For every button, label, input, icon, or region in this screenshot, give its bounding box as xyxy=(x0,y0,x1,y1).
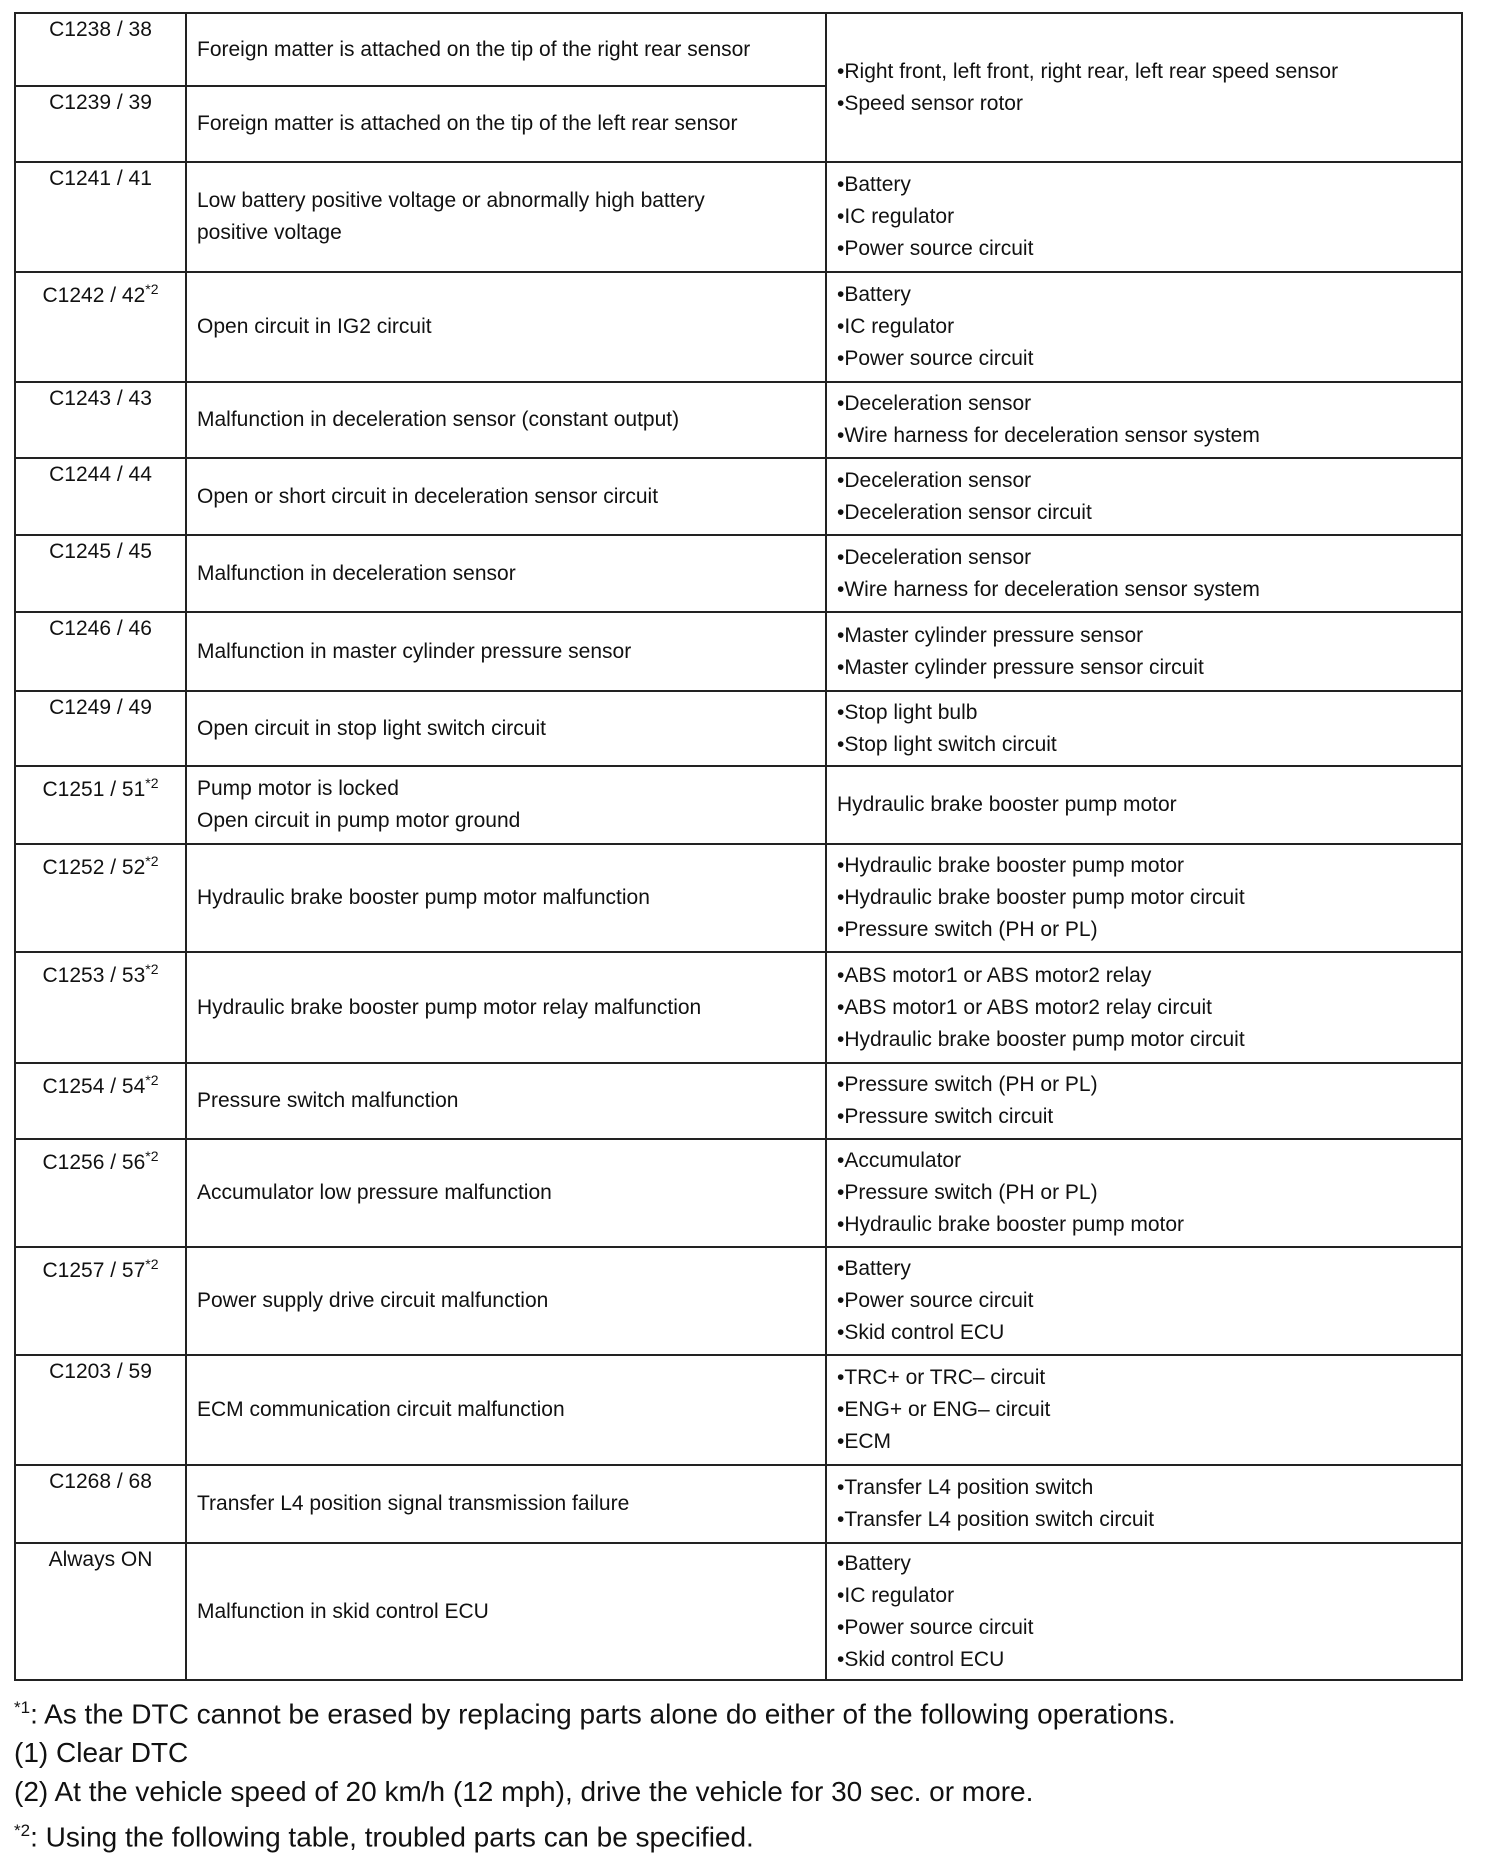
bullet-icon: • xyxy=(837,1508,845,1531)
trouble-area-item xyxy=(837,169,1451,201)
description-cell xyxy=(186,1247,826,1355)
trouble-area-cell xyxy=(826,272,1462,382)
bullet-icon: • xyxy=(837,468,845,492)
trouble-area-item xyxy=(837,311,1451,343)
dtc-code: C1268 / 68 xyxy=(49,1470,152,1493)
footnote-ref: *2 xyxy=(145,281,159,297)
trouble-area-text: IC regulator xyxy=(844,1583,955,1607)
description-cell xyxy=(186,382,826,458)
trouble-area-text: IC regulator xyxy=(844,205,955,228)
trouble-area-text: Battery xyxy=(844,1551,911,1575)
trouble-area-text: Hydraulic brake booster pump motor xyxy=(844,1213,1185,1236)
dtc-code: C1242 / 42 xyxy=(42,284,146,307)
bullet-icon: • xyxy=(837,1257,845,1280)
trouble-area-text: Power source circuit xyxy=(844,347,1034,370)
trouble-area-item xyxy=(837,1426,1451,1458)
trouble-area-item xyxy=(837,1548,1451,1580)
table-row xyxy=(15,535,1462,612)
description-line: Malfunction in master cylinder pressure sensor xyxy=(197,639,632,663)
dtc-code: C1249 / 49 xyxy=(49,696,152,719)
description-line: Hydraulic brake booster pump motor relay malfunction xyxy=(197,995,702,1019)
dtc-code: C1241 / 41 xyxy=(49,167,152,190)
trouble-area-text: Hydraulic brake booster pump motor xyxy=(837,793,1177,816)
trouble-area-text: Transfer L4 position switch xyxy=(844,1476,1094,1499)
dtc-code-cell xyxy=(15,691,186,766)
description-cell xyxy=(186,1355,826,1465)
bullet-icon: • xyxy=(837,237,845,260)
trouble-area-item xyxy=(837,1394,1451,1426)
description-cell xyxy=(186,1139,826,1247)
trouble-area-cell xyxy=(826,1543,1462,1680)
dtc-table xyxy=(14,12,1463,1681)
dtc-code: C1238 / 38 xyxy=(49,18,152,41)
dtc-code-cell xyxy=(15,1543,186,1680)
trouble-area-text: Deceleration sensor circuit xyxy=(844,500,1092,524)
footnote-ref: *2 xyxy=(145,1148,159,1164)
trouble-area-item xyxy=(837,465,1451,497)
trouble-area-text: Pressure switch (PH or PL) xyxy=(844,1073,1098,1096)
trouble-area-text: Deceleration sensor xyxy=(844,468,1032,492)
trouble-area-text: Pressure switch circuit xyxy=(844,1105,1054,1128)
bullet-icon: • xyxy=(837,1430,845,1453)
dtc-code: C1251 / 51 xyxy=(42,778,146,801)
description-cell xyxy=(186,691,826,766)
dtc-code-cell xyxy=(15,162,186,272)
description-cell xyxy=(186,458,826,535)
description-cell xyxy=(186,952,826,1063)
dtc-code: C1244 / 44 xyxy=(49,463,152,486)
dtc-code: C1257 / 57 xyxy=(42,1259,146,1282)
trouble-area-item xyxy=(837,850,1451,882)
bullet-icon: • xyxy=(837,347,845,370)
trouble-area-item xyxy=(837,1285,1451,1317)
footnote-ref: *2 xyxy=(145,775,159,791)
dtc-code-cell xyxy=(15,13,186,86)
dtc-code: C1243 / 43 xyxy=(49,387,152,410)
trouble-area-item xyxy=(837,1504,1451,1536)
description-cell xyxy=(186,162,826,272)
dtc-code-cell xyxy=(15,382,186,458)
bullet-icon: • xyxy=(837,1073,845,1096)
bullet-icon: • xyxy=(837,392,845,415)
bullet-icon: • xyxy=(837,1551,845,1575)
trouble-area-item xyxy=(837,201,1451,233)
trouble-area-text: Battery xyxy=(844,173,911,196)
trouble-area-item xyxy=(837,960,1451,992)
bullet-icon: • xyxy=(837,963,845,987)
table-row xyxy=(15,691,1462,766)
trouble-area-item xyxy=(837,1177,1451,1209)
trouble-area-item xyxy=(837,1024,1451,1056)
trouble-area-item xyxy=(837,697,1451,729)
footnote-step-2: (2) At the vehicle speed of 20 km/h (12 mph), drive the vehicle for 30 sec. or more. xyxy=(14,1776,1034,1808)
trouble-area-text: Power source circuit xyxy=(844,237,1034,260)
bullet-icon: • xyxy=(837,545,845,569)
table-row xyxy=(15,1543,1462,1680)
trouble-area-item xyxy=(837,88,1451,120)
footnote-ref: *2 xyxy=(145,1256,159,1272)
description-line: Open circuit in pump motor ground xyxy=(197,809,521,832)
dtc-code-cell xyxy=(15,612,186,691)
table-row xyxy=(15,458,1462,535)
trouble-area-text: Right front, left front, right rear, left rear speed sensor xyxy=(844,59,1339,83)
description-cell xyxy=(186,1465,826,1543)
footnote-2 xyxy=(14,1811,1176,1856)
dtc-code: C1254 / 54 xyxy=(42,1075,146,1098)
description-cell xyxy=(186,1543,826,1680)
trouble-area-text: Stop light bulb xyxy=(844,700,978,724)
bullet-icon: • xyxy=(837,886,845,909)
bullet-icon: • xyxy=(837,732,845,756)
footnote-mark: *1 xyxy=(14,1698,31,1717)
trouble-area-cell xyxy=(826,535,1462,612)
description-line: Low battery positive voltage or abnormally high battery xyxy=(197,189,705,212)
table-row xyxy=(15,844,1462,952)
trouble-area-text: Master cylinder pressure sensor xyxy=(844,623,1144,647)
description-line: Power supply drive circuit malfunction xyxy=(197,1289,549,1312)
trouble-area-item xyxy=(837,1612,1451,1644)
table-row xyxy=(15,382,1462,458)
trouble-area-text: Pressure switch (PH or PL) xyxy=(844,1181,1098,1204)
trouble-area-cell xyxy=(826,1063,1462,1139)
trouble-area-item xyxy=(837,1362,1451,1394)
description-cell xyxy=(186,612,826,691)
description-cell xyxy=(186,86,826,162)
table-row xyxy=(15,13,1462,86)
description-line: Pump motor is locked xyxy=(197,777,399,800)
dtc-code-cell xyxy=(15,86,186,162)
trouble-area-cell xyxy=(826,1139,1462,1247)
dtc-code-cell xyxy=(15,1247,186,1355)
trouble-area-text: Battery xyxy=(844,1257,911,1280)
description-cell xyxy=(186,1063,826,1139)
trouble-area-text: Skid control ECU xyxy=(844,1647,1005,1671)
trouble-area-item xyxy=(837,1472,1451,1504)
dtc-code: Always ON xyxy=(48,1548,153,1571)
description-cell xyxy=(186,844,826,952)
trouble-area-text: Speed sensor rotor xyxy=(844,91,1023,115)
bullet-icon: • xyxy=(837,918,845,941)
bullet-icon: • xyxy=(837,315,845,338)
dtc-code: C1239 / 39 xyxy=(49,91,152,114)
bullet-icon: • xyxy=(837,205,845,228)
dtc-code-cell xyxy=(15,844,186,952)
bullet-icon: • xyxy=(837,1149,845,1172)
trouble-area-text: Deceleration sensor xyxy=(844,545,1032,569)
trouble-area-item xyxy=(837,1317,1451,1349)
trouble-area-item xyxy=(837,1580,1451,1612)
trouble-area-text: Battery xyxy=(844,283,911,306)
bullet-icon: • xyxy=(837,1647,845,1671)
bullet-icon: • xyxy=(837,500,845,524)
bullet-icon: • xyxy=(837,1476,845,1499)
trouble-area-item xyxy=(837,882,1451,914)
trouble-area-item xyxy=(837,652,1451,684)
footnote-text: : As the DTC cannot be erased by replacing parts alone do either of the following operations. xyxy=(30,1698,1176,1730)
dtc-code: C1245 / 45 xyxy=(49,540,152,563)
description-line: Open circuit in IG2 circuit xyxy=(197,315,432,338)
description-line: Malfunction in deceleration sensor (constant output) xyxy=(197,408,680,431)
footnote-ref: *2 xyxy=(145,961,159,977)
dtc-code: C1256 / 56 xyxy=(42,1151,146,1174)
table-row xyxy=(15,1355,1462,1465)
trouble-area-text: ABS motor1 or ABS motor2 relay circuit xyxy=(844,995,1212,1019)
description-line: Hydraulic brake booster pump motor malfunction xyxy=(197,886,650,909)
table-row xyxy=(15,1247,1462,1355)
trouble-area-cell xyxy=(826,382,1462,458)
bullet-icon: • xyxy=(837,1398,845,1421)
trouble-area-item xyxy=(837,343,1451,375)
trouble-area-cell xyxy=(826,1247,1462,1355)
trouble-area-item xyxy=(837,420,1451,452)
trouble-area-text: ENG+ or ENG– circuit xyxy=(844,1398,1051,1421)
description-line: Pressure switch malfunction xyxy=(197,1089,459,1112)
dtc-code-cell xyxy=(15,458,186,535)
bullet-icon: • xyxy=(837,655,845,679)
bullet-icon: • xyxy=(837,1321,845,1344)
trouble-area-item xyxy=(837,992,1451,1024)
trouble-area-text: Wire harness for deceleration sensor system xyxy=(844,424,1260,447)
trouble-area-text: TRC+ or TRC– circuit xyxy=(844,1366,1046,1389)
trouble-area-item xyxy=(837,279,1451,311)
trouble-area-cell xyxy=(826,13,1462,162)
description-line: ECM communication circuit malfunction xyxy=(197,1398,565,1421)
description-cell xyxy=(186,13,826,86)
bullet-icon: • xyxy=(837,59,845,83)
trouble-area-text: IC regulator xyxy=(844,315,955,338)
trouble-area-cell xyxy=(826,1465,1462,1543)
footnote-ref: *2 xyxy=(145,853,159,869)
description-cell xyxy=(186,535,826,612)
table-row xyxy=(15,162,1462,272)
bullet-icon: • xyxy=(837,577,845,601)
trouble-area-text: Power source circuit xyxy=(844,1615,1034,1639)
trouble-area-item xyxy=(837,620,1451,652)
table-row xyxy=(15,612,1462,691)
description-cell xyxy=(186,272,826,382)
trouble-area-text: ABS motor1 or ABS motor2 relay xyxy=(844,963,1152,987)
bullet-icon: • xyxy=(837,995,845,1019)
dtc-code-cell xyxy=(15,952,186,1063)
bullet-icon: • xyxy=(837,700,845,724)
description-line: Malfunction in skid control ECU xyxy=(197,1599,489,1623)
trouble-area-text: Accumulator xyxy=(844,1149,962,1172)
bullet-icon: • xyxy=(837,1027,845,1051)
bullet-icon: • xyxy=(837,1105,845,1128)
trouble-area-item xyxy=(837,789,1451,821)
dtc-code: C1252 / 52 xyxy=(42,856,146,879)
description-line: Foreign matter is attached on the tip of the left rear sensor xyxy=(197,112,738,135)
trouble-area-text: Skid control ECU xyxy=(844,1321,1005,1344)
bullet-icon: • xyxy=(837,91,845,115)
trouble-area-text: Wire harness for deceleration sensor system xyxy=(844,577,1260,601)
footnote-text: : Using the following table, troubled parts can be specified. xyxy=(30,1821,754,1853)
trouble-area-cell xyxy=(826,458,1462,535)
trouble-area-text: Hydraulic brake booster pump motor circuit xyxy=(844,886,1245,909)
trouble-area-text: Deceleration sensor xyxy=(844,392,1032,415)
dtc-code-cell xyxy=(15,1063,186,1139)
trouble-area-item xyxy=(837,1209,1451,1241)
bullet-icon: • xyxy=(837,623,845,647)
dtc-code: C1203 / 59 xyxy=(49,1360,152,1383)
trouble-area-cell xyxy=(826,766,1462,844)
dtc-code-cell xyxy=(15,272,186,382)
trouble-area-item xyxy=(837,1253,1451,1285)
description-line: Open circuit in stop light switch circuit xyxy=(197,716,546,740)
trouble-area-cell xyxy=(826,691,1462,766)
bullet-icon: • xyxy=(837,1583,845,1607)
footnote-mark: *2 xyxy=(14,1821,31,1841)
trouble-area-item xyxy=(837,233,1451,265)
bullet-icon: • xyxy=(837,1289,845,1312)
dtc-code-cell xyxy=(15,1465,186,1543)
table-row xyxy=(15,952,1462,1063)
description-line: Accumulator low pressure malfunction xyxy=(197,1181,552,1204)
trouble-area-cell xyxy=(826,1355,1462,1465)
table-row xyxy=(15,1139,1462,1247)
trouble-area-item xyxy=(837,574,1451,606)
dtc-code-cell xyxy=(15,1139,186,1247)
trouble-area-cell xyxy=(826,952,1462,1063)
trouble-area-text: Transfer L4 position switch circuit xyxy=(844,1508,1155,1531)
trouble-area-cell xyxy=(826,844,1462,952)
trouble-area-text: Hydraulic brake booster pump motor circuit xyxy=(844,1027,1245,1051)
trouble-area-text: ECM xyxy=(844,1430,892,1453)
trouble-area-item xyxy=(837,56,1451,88)
trouble-area-item xyxy=(837,497,1451,529)
footnote-ref: *2 xyxy=(145,1072,159,1088)
bullet-icon: • xyxy=(837,854,845,877)
trouble-area-item xyxy=(837,1644,1451,1676)
description-line: Malfunction in deceleration sensor xyxy=(197,561,516,585)
bullet-icon: • xyxy=(837,1615,845,1639)
description-cell xyxy=(186,766,826,844)
footnote-1 xyxy=(14,1688,1176,1733)
trouble-area-item xyxy=(837,1069,1451,1101)
trouble-area-item xyxy=(837,914,1451,946)
trouble-area-text: Master cylinder pressure sensor circuit xyxy=(844,655,1204,679)
trouble-area-cell xyxy=(826,612,1462,691)
dtc-code-cell xyxy=(15,535,186,612)
trouble-area-text: Hydraulic brake booster pump motor xyxy=(844,854,1185,877)
table-row xyxy=(15,272,1462,382)
dtc-code-cell xyxy=(15,1355,186,1465)
trouble-area-cell xyxy=(826,162,1462,272)
bullet-icon: • xyxy=(837,1366,845,1389)
dtc-code-cell xyxy=(15,766,186,844)
trouble-area-text: Stop light switch circuit xyxy=(844,732,1057,756)
dtc-code: C1246 / 46 xyxy=(49,617,152,640)
bullet-icon: • xyxy=(837,173,845,196)
bullet-icon: • xyxy=(837,283,845,306)
trouble-area-text: Power source circuit xyxy=(844,1289,1034,1312)
trouble-area-text: Pressure switch (PH or PL) xyxy=(844,918,1098,941)
description-line: Transfer L4 position signal transmission failure xyxy=(197,1492,630,1515)
table-row xyxy=(15,1063,1462,1139)
table-row xyxy=(15,766,1462,844)
bullet-icon: • xyxy=(837,1181,845,1204)
dtc-code: C1253 / 53 xyxy=(42,964,146,987)
footnotes xyxy=(14,1688,1176,1857)
trouble-area-item xyxy=(837,1101,1451,1133)
bullet-icon: • xyxy=(837,424,845,447)
description-line: positive voltage xyxy=(197,221,342,244)
description-line: Open or short circuit in deceleration sensor circuit xyxy=(197,484,659,508)
footnote-step-1: (1) Clear DTC xyxy=(14,1737,189,1769)
trouble-area-item xyxy=(837,542,1451,574)
trouble-area-item xyxy=(837,1145,1451,1177)
trouble-area-item xyxy=(837,388,1451,420)
description-line: Foreign matter is attached on the tip of the right rear sensor xyxy=(197,37,751,61)
table-row xyxy=(15,1465,1462,1543)
bullet-icon: • xyxy=(837,1213,845,1236)
trouble-area-item xyxy=(837,729,1451,761)
